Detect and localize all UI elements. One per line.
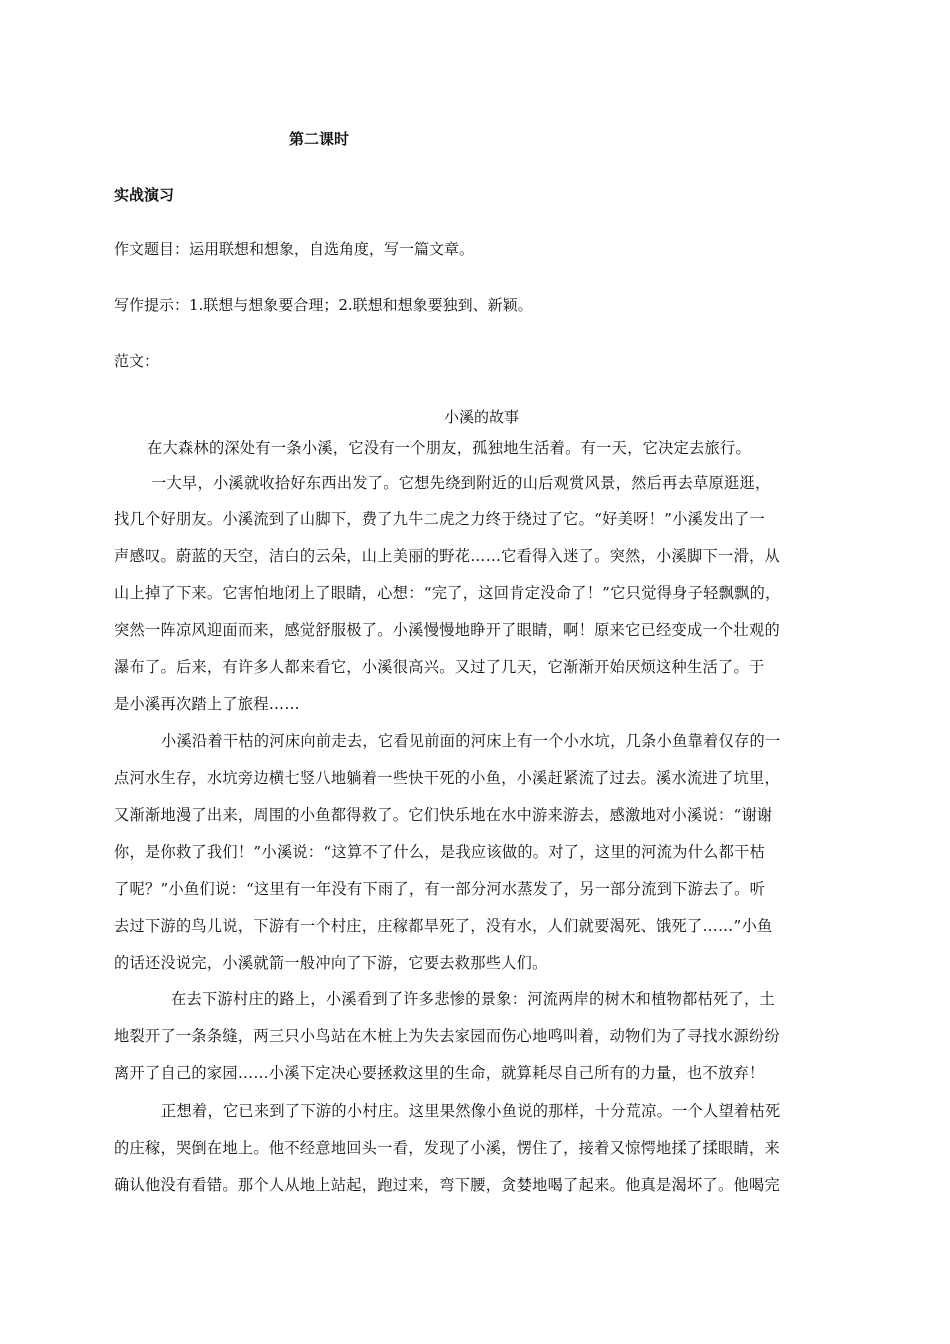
essay-title: 小溪的故事	[444, 408, 520, 426]
essay-line: 离开了自己的家园……小溪下定决心要拯救这里的生命，就算耗尽自己所有的力量，也不放弃！	[114, 1064, 765, 1082]
essay-line: 突然一阵凉风迎面而来，感觉舒服极了。小溪慢慢地睁开了眼睛，啊！原来它已经变成一个壮观的	[114, 621, 780, 639]
essay-line: 是小溪再次踏上了旅程……	[114, 695, 300, 713]
essay-prompt: 作文题目：运用联想和想象，自选角度，写一篇文章。	[114, 240, 475, 258]
essay-line: 小溪沿着干枯的河床向前走去，它看见前面的河床上有一个小水坑，几条小鱼靠着仅存的一	[161, 732, 781, 750]
essay-line: 地裂开了一条条缝，两三只小鸟站在木桩上为失去家园而伤心地鸣叫着，动物们为了寻找水源纷纷	[114, 1027, 780, 1045]
essay-line: 你，是你救了我们！”小溪说：“这算不了什么，是我应该做的。对了，这里的河流为什么都干枯	[114, 843, 766, 861]
section-heading: 实战演习	[114, 186, 175, 204]
essay-line: 确认他没有看错。那个人从地上站起，跑过来，弯下腰，贪婪地喝了起来。他真是渴坏了。他喝完	[114, 1176, 780, 1194]
essay-line: 了呢？”小鱼们说：“这里有一年没有下雨了，有一部分河水蒸发了，另一部分流到下游去了。听	[114, 880, 766, 898]
essay-line: 在去下游村庄的路上，小溪看到了许多悲惨的景象：河流两岸的树木和植物都枯死了，土	[171, 990, 776, 1008]
essay-line: 点河水生存，水坑旁边横七竖八地躺着一些快干死的小鱼，小溪赶紧流了过去。溪水流进了坑里，	[114, 769, 780, 787]
sample-label: 范文：	[114, 352, 160, 370]
essay-line: 又渐渐地漫了出来，周围的小鱼都得救了。它们快乐地在水中游来游去，感激地对小溪说：“谢谢	[114, 806, 773, 824]
essay-line: 的话还没说完，小溪就箭一般冲向了下游，它要去救那些人们。	[114, 954, 548, 972]
essay-line: 的庄稼，哭倒在地上。他不经意地回头一看，发现了小溪，愣住了，接着又惊愕地揉了揉眼睛，来	[114, 1139, 780, 1157]
writing-tips: 写作提示：1.联想与想象要合理；2.联想和想象要独到、新颖。	[114, 296, 533, 314]
essay-line: 瀑布了。后来，有许多人都来看它，小溪很高兴。又过了几天，它渐渐开始厌烦这种生活了。于	[114, 658, 765, 676]
essay-line: 山上掉了下来。它害怕地闭上了眼睛，心想：“完了，这回肯定没命了！”它只觉得身子轻飘飘的，	[114, 584, 781, 602]
essay-line: 声感叹。蔚蓝的天空，洁白的云朵，山上美丽的野花……它看得入迷了。突然，小溪脚下一滑，从	[114, 547, 780, 565]
essay-line: 找几个好朋友。小溪流到了山脚下，费了九牛二虎之力终于绕过了它。“好美呀！”小溪发出了一	[114, 510, 766, 528]
essay-line: 正想着，它已来到了下游的小村庄。这里果然像小鱼说的那样，十分荒凉。一个人望着枯死	[161, 1102, 781, 1120]
essay-line: 在大森林的深处有一条小溪，它没有一个朋友，孤独地生活着。有一天，它决定去旅行。	[147, 439, 752, 457]
essay-line: 去过下游的鸟儿说，下游有一个村庄，庄稼都旱死了，没有水，人们就要渴死、饿死了……”小鱼	[114, 917, 773, 935]
lesson-heading: 第二课时	[289, 130, 350, 148]
essay-line: 一大早，小溪就收拾好东西出发了。它想先绕到附近的山后观赏风景，然后再去草原逛逛，	[151, 474, 771, 492]
